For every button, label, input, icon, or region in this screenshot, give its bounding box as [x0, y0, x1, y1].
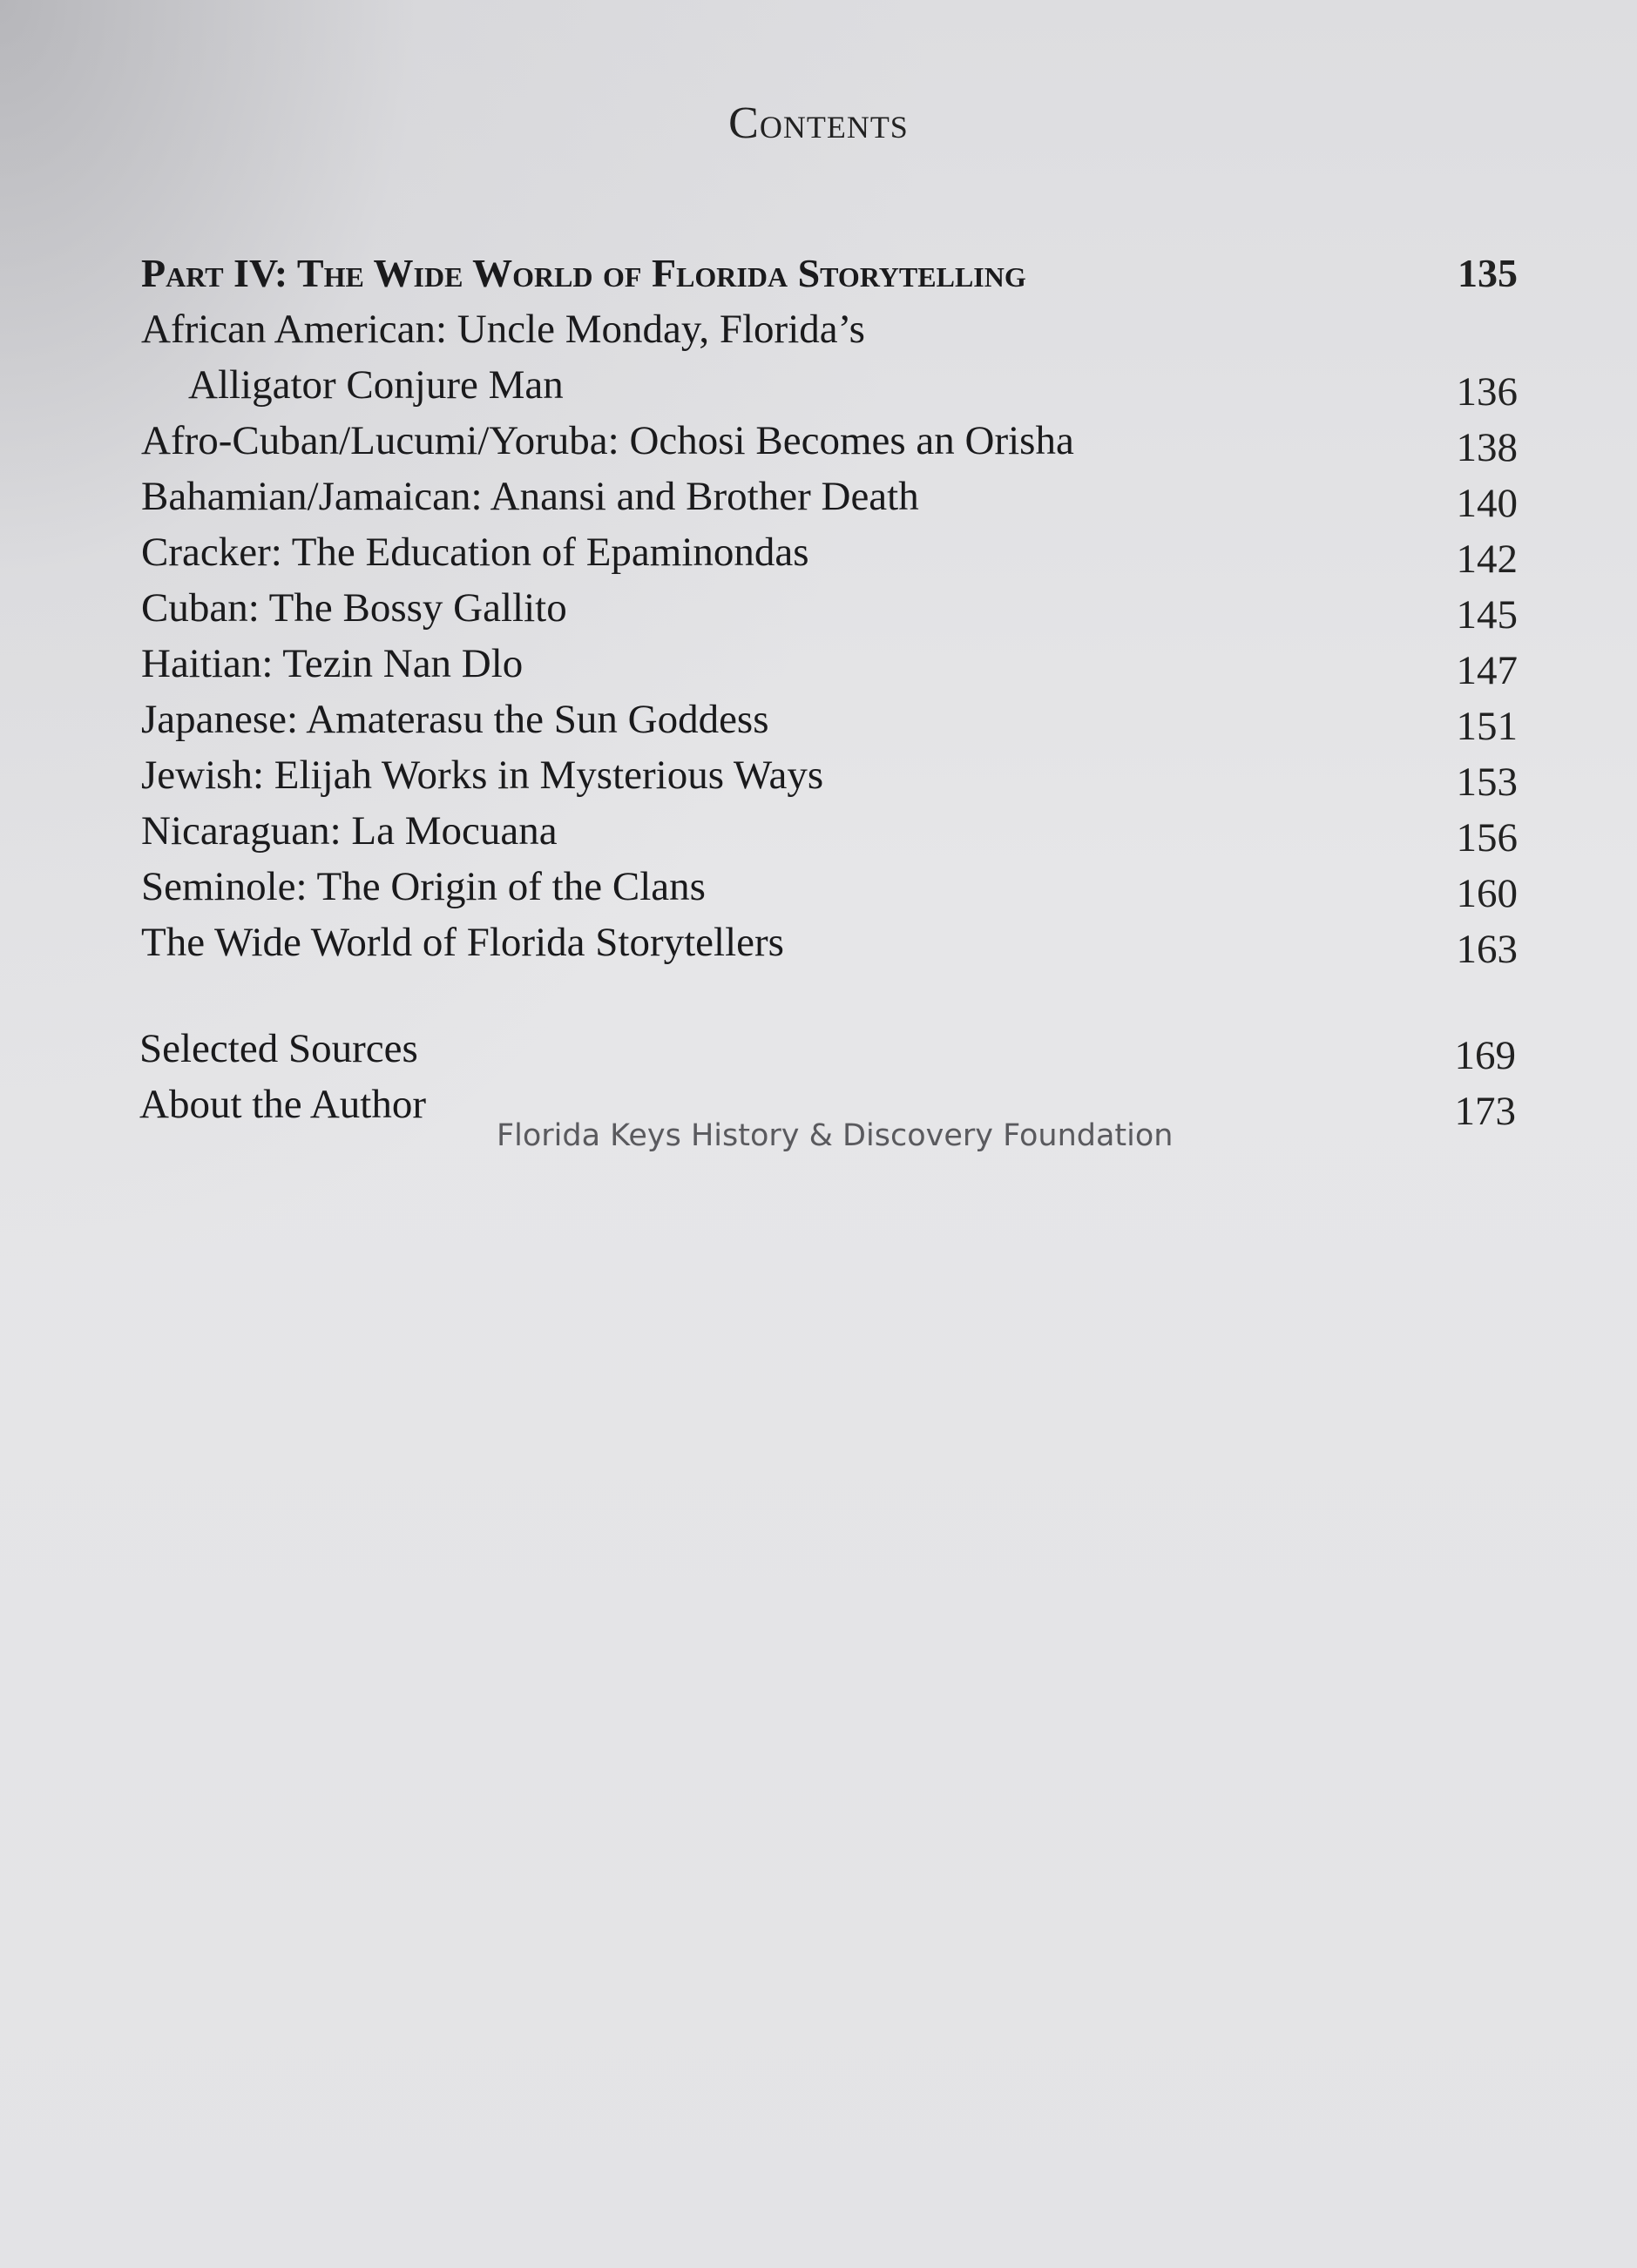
- toc-entry-title: The Wide World of Florida Storytellers: [141, 920, 784, 965]
- toc-entry-title: Bahamian/Jamaican: Anansi and Brother Death: [141, 474, 919, 519]
- toc-entry-title: [141, 301, 865, 413]
- toc-entry-title: Nicaraguan: La Mocuana: [141, 808, 558, 854]
- toc-entry-page: 156: [1456, 815, 1518, 861]
- toc-entry[interactable]: [141, 413, 1518, 469]
- toc-entry[interactable]: [141, 747, 1518, 803]
- toc-entry-page: 151: [1456, 704, 1518, 749]
- toc-entry[interactable]: [141, 859, 1518, 915]
- toc-part-page: 135: [1458, 251, 1518, 295]
- toc-entry-page: 160: [1456, 871, 1518, 916]
- toc-entry-title: Afro-Cuban/Lucumi/Yoruba: Ochosi Becomes an Orisha: [141, 418, 1074, 463]
- toc-list: [141, 246, 1518, 970]
- toc-entry[interactable]: [141, 301, 1518, 413]
- contents-heading: Contents: [728, 98, 909, 148]
- toc-entry-title-line2: Alligator Conjure Man: [188, 362, 564, 408]
- toc-part-heading[interactable]: [141, 246, 1518, 301]
- toc-entry-page: 153: [1456, 759, 1518, 805]
- toc-entry[interactable]: [141, 915, 1518, 970]
- toc-entry-title: Cracker: The Education of Epaminondas: [141, 530, 809, 575]
- toc-entry-title: Selected Sources: [139, 1026, 418, 1071]
- toc-entry-page: 136: [1456, 369, 1518, 415]
- toc-entry-title: Haitian: Tezin Nan Dlo: [141, 641, 524, 686]
- toc-entry-title: Seminole: The Origin of the Clans: [141, 864, 706, 909]
- toc-entry-page: 140: [1456, 481, 1518, 526]
- toc-entry[interactable]: [141, 803, 1518, 859]
- toc-entry-page: 173: [1454, 1089, 1516, 1134]
- toc-entry-title: Japanese: Amaterasu the Sun Goddess: [141, 697, 769, 742]
- toc-entry-page: 138: [1456, 425, 1518, 470]
- toc-backmatter-entry[interactable]: [139, 1021, 1516, 1077]
- toc-backmatter: [139, 1021, 1516, 1132]
- watermark-caption: Florida Keys History & Discovery Foundation: [497, 1118, 1174, 1153]
- toc-entry[interactable]: [141, 636, 1518, 692]
- toc-entry-title: Cuban: The Bossy Gallito: [141, 585, 567, 631]
- toc-entry-page: 147: [1456, 648, 1518, 693]
- toc-entry-title-line1: African American: Uncle Monday, Florida’s: [141, 307, 865, 352]
- toc-entry[interactable]: [141, 692, 1518, 747]
- toc-entry-page: 145: [1456, 592, 1518, 638]
- toc-entry[interactable]: [141, 580, 1518, 636]
- toc-entry-title: About the Author: [139, 1082, 426, 1127]
- toc-entry-page: 142: [1456, 537, 1518, 582]
- toc-entry[interactable]: [141, 469, 1518, 524]
- toc-entry-page: 169: [1454, 1033, 1516, 1078]
- toc-entry[interactable]: [141, 524, 1518, 580]
- toc-entry-page: 163: [1456, 927, 1518, 972]
- toc-part-title: Part IV: The Wide World of Florida Storytelling: [141, 251, 1026, 295]
- toc-entry-title: Jewish: Elijah Works in Mysterious Ways: [141, 753, 824, 798]
